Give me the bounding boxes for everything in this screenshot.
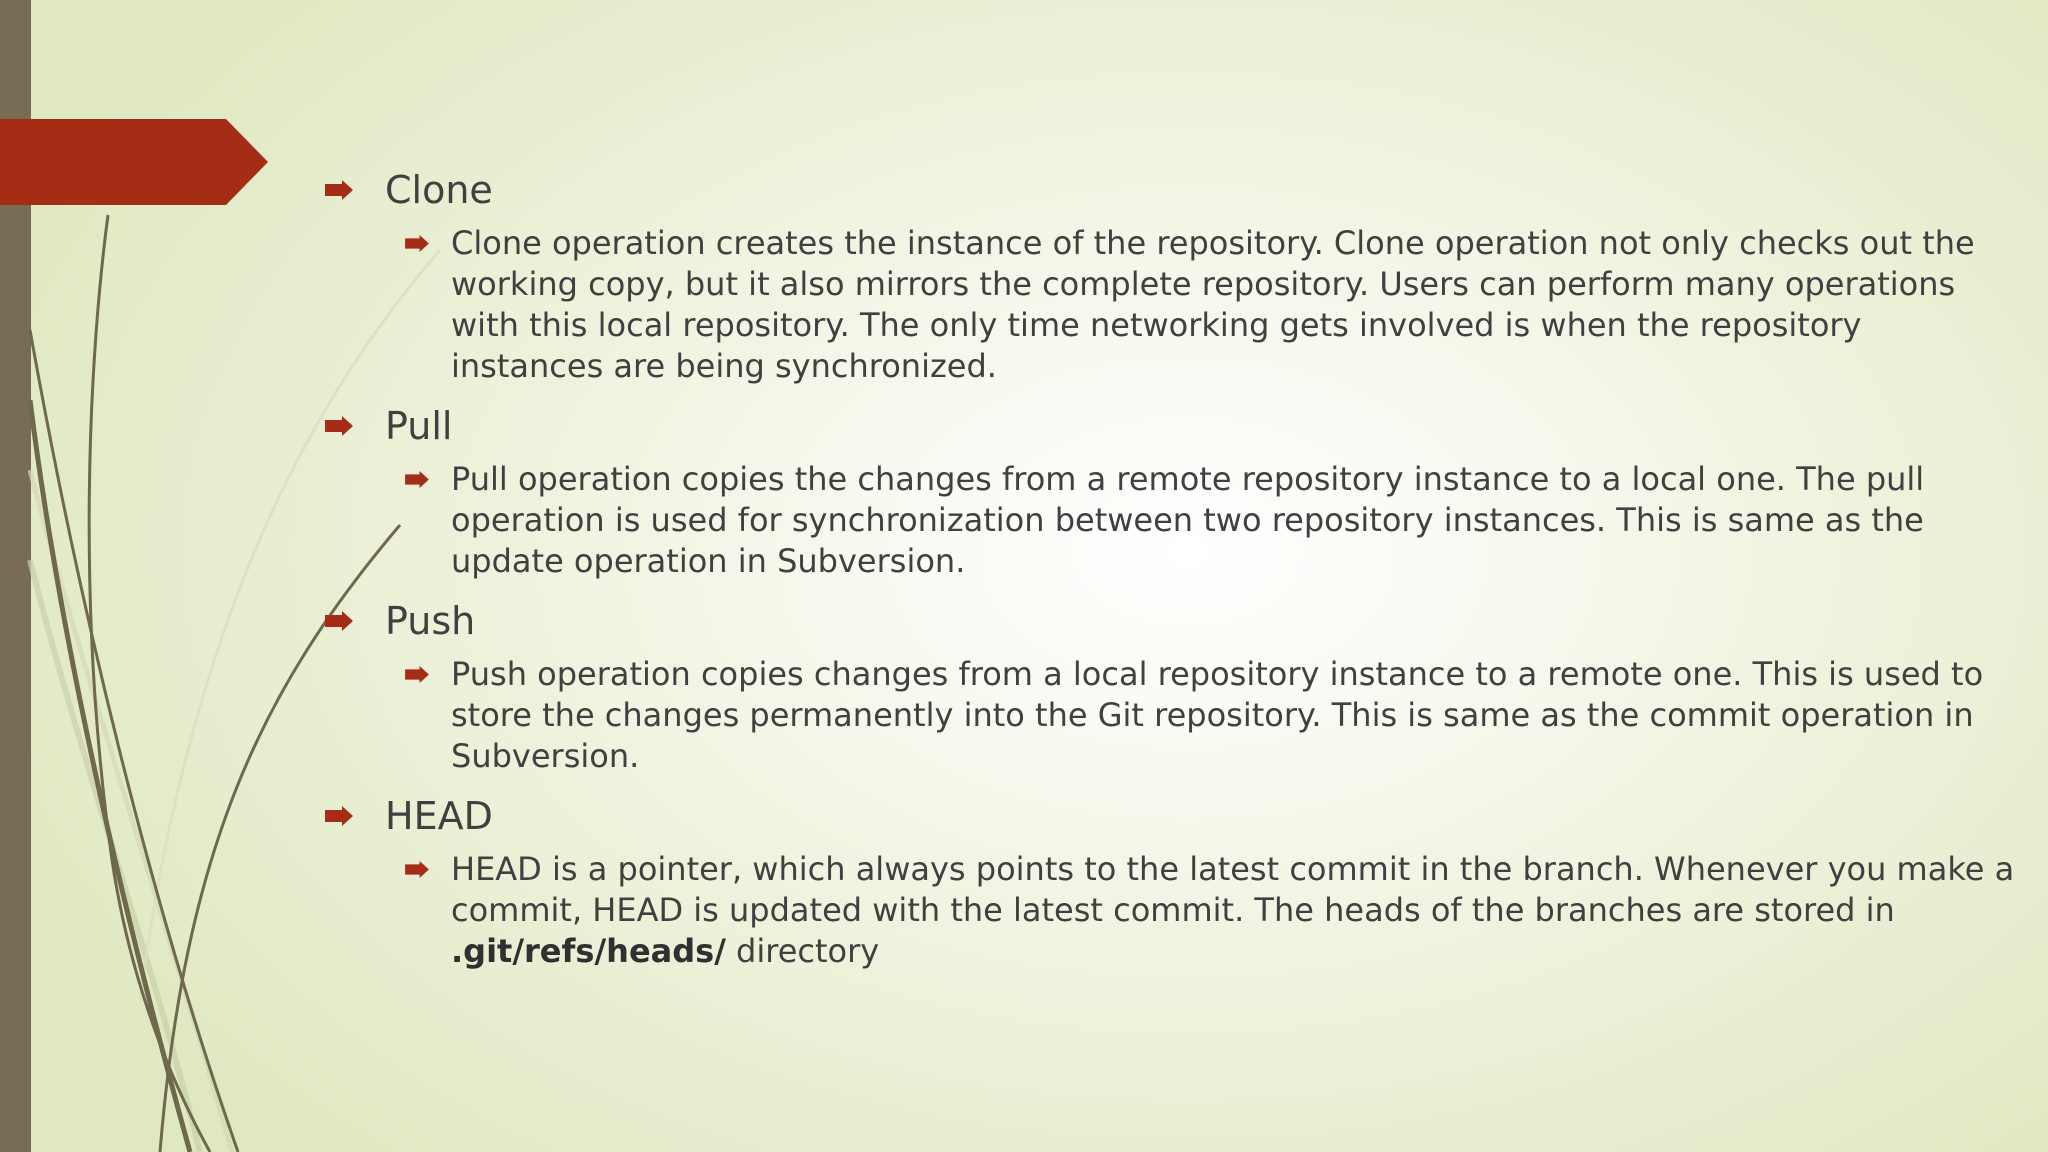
arrow-bullet-icon: [325, 401, 385, 451]
path-text: .git/refs/heads/: [451, 932, 726, 970]
bullet-clone: [325, 165, 2015, 215]
description-text: HEAD is a pointer, which always points to the latest commit in the branch. Whenever you make a commit, HEAD is updated with the latest commit. The heads of the branches are stored in: [451, 850, 2015, 929]
sub-bullet-push: [405, 654, 2015, 777]
description-text-end: directory: [725, 932, 880, 970]
bullet-description: [451, 849, 2015, 972]
sub-bullet-pull: [405, 459, 2015, 582]
sub-bullet-clone: [405, 223, 2015, 387]
bullet-head: [325, 791, 2015, 841]
arrow-bullet-icon: [405, 459, 451, 500]
bullet-title: Clone: [385, 168, 493, 212]
slide-content: [325, 165, 2015, 986]
bullet-description: Push operation copies changes from a local repository instance to a remote one. This is used to store the changes permanently into the Git repository. This is same as the commit operation in Subversion.: [451, 655, 1984, 775]
bullet-pull: [325, 401, 2015, 451]
title-accent-tab: [0, 119, 270, 206]
arrow-bullet-icon: [325, 596, 385, 646]
sub-bullet-head: [405, 849, 2015, 972]
bullet-title: Push: [385, 599, 476, 643]
arrow-bullet-icon: [325, 791, 385, 841]
bullet-title: Pull: [385, 404, 453, 448]
arrow-bullet-icon: [325, 165, 385, 215]
bullet-description: Pull operation copies the changes from a remote repository instance to a local one. The pull operation is used for synchronization between two repository instances. This is same as the update operation in Subversion.: [451, 460, 1925, 580]
bullet-title: HEAD: [385, 794, 493, 838]
arrow-bullet-icon: [405, 849, 451, 890]
arrow-bullet-icon: [405, 223, 451, 264]
arrow-bullet-icon: [405, 654, 451, 695]
bullet-description: Clone operation creates the instance of the repository. Clone operation not only checks out the working copy, but it also mirrors the complete repository. Users can perform many operations with this local repository. The only time networking gets involved is when the repository instances are being synchronized.: [451, 224, 1975, 385]
bullet-push: [325, 596, 2015, 646]
